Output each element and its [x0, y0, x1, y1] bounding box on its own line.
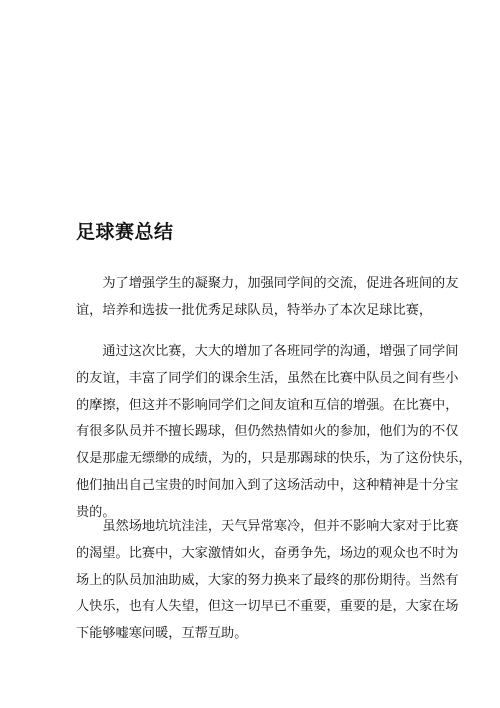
text-line: 有很多队员并不擅长踢球，但仍然热情如火的参加，他们为的不仅: [76, 424, 459, 440]
text-line: 仅是那虚无缥缈的成绩，为的，只是那踢球的快乐，为了这份快乐，: [76, 451, 472, 467]
text-line: 贵的。: [76, 504, 116, 520]
text-line: 他们抽出自己宝贵的时间加入到了这场活动中，这种精神是十分宝: [76, 477, 459, 493]
text-line: 通过这次比赛，大大的增加了各班同学的沟通，增强了同学间: [76, 344, 459, 359]
text-line: 的摩擦，但这并不影响同学们之间友谊和互信的增强。在比赛中，: [76, 397, 459, 413]
document-title: 足球赛总结: [76, 221, 174, 243]
text-line: 下能够嘘寒问暖，互帮互助。: [76, 626, 248, 642]
text-line: 的友谊，丰富了同学们的课余生活，虽然在比赛中队员之间有些小: [76, 370, 459, 386]
text-line: 的渴望。比赛中，大家激情如火，奋勇争先，场边的观众也不时为: [76, 545, 459, 561]
text-line: 谊，培养和选拔一批优秀足球队员，特举办了本次足球比赛，: [76, 302, 433, 318]
paragraph-1: [76, 271, 459, 325]
text-line: 人快乐，也有人失望，但这一切早已不重要，重要的是，大家在场: [76, 599, 459, 615]
paragraph-3: [76, 514, 459, 648]
text-line: 场上的队员加油助威，大家的努力换来了最终的那份期待。当然有: [76, 572, 459, 588]
text-line: 虽然场地坑坑洼洼，天气异常寒冷，但并不影响大家对于比赛: [76, 519, 459, 534]
text-line: 为了增强学生的凝聚力，加强同学间的交流，促进各班间的友: [76, 276, 459, 291]
